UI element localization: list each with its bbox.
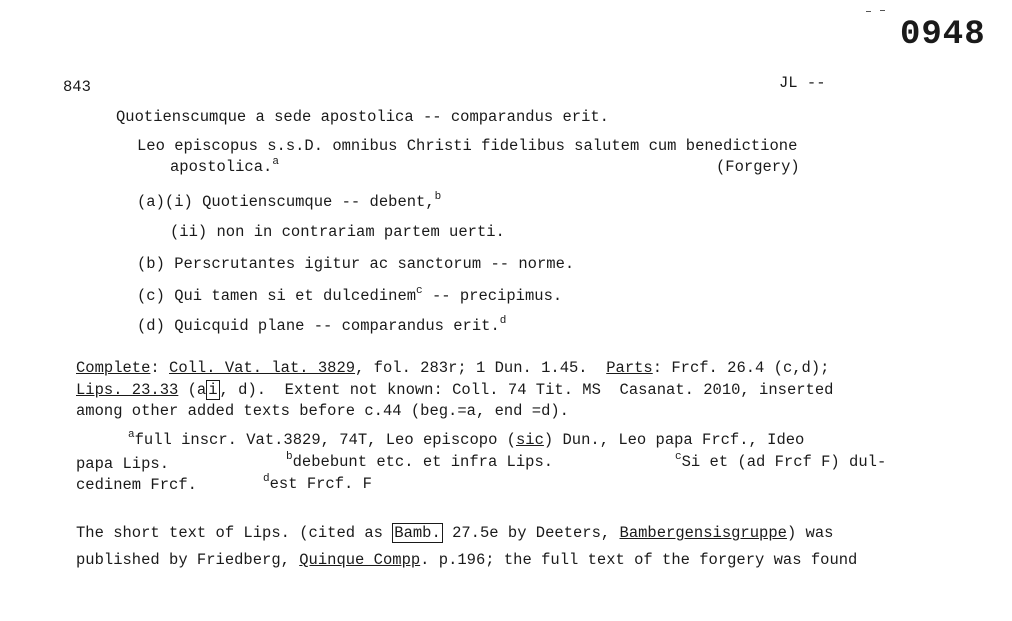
sources-line-1: Complete: Coll. Vat. lat. 3829, fol. 283r; 1 Dun. 1.45. Parts: Frcf. 26.4 (c,d); — [76, 359, 830, 377]
apparatus-line-2a: papa Lips. — [76, 455, 170, 473]
section-a-ii: (ii) non in contrariam partem uerti. — [170, 223, 505, 241]
record-number: 0948 — [900, 16, 986, 54]
entry-number: 843 — [63, 78, 91, 96]
sources-line-3: among other added texts before c.44 (beg.=a, end =d). — [76, 402, 569, 420]
sources-line-2: Lips. 23.33 (a i , d). Extent not known: Coll. 74 Tit. MS Casanat. 2010, inserted — [76, 381, 834, 399]
jl-reference: JL -- — [779, 74, 826, 92]
scan-mark — [880, 10, 885, 11]
section-c: (c) Qui tamen si et dulcedinem$^c$ -- precipimus. — [137, 285, 563, 305]
footnote-marker: a — [272, 156, 279, 168]
section-d: (d) Quicquid plane -- comparandus erit.$^d$ — [137, 315, 507, 335]
section-b: (b) Perscrutantes igitur ac sanctorum -- norme. — [137, 255, 575, 273]
footnote-marker: d — [499, 315, 507, 327]
commentary-line-1: The short text of Lips. (cited as Bamb. 27.5e by Deeters, Bambergensisgruppe) was — [76, 524, 834, 542]
apparatus-line-1: $^a$full inscr. Vat.3829, 74T, Leo episcopo (sic) Dun., Leo papa Frcf., Ideo — [128, 429, 805, 449]
footnote-marker: b — [434, 191, 442, 203]
apparatus-note-b: $^b$debebunt etc. et infra Lips. — [286, 451, 554, 471]
scan-mark — [866, 11, 871, 12]
apparatus-line-3a: cedinem Frcf. — [76, 476, 197, 494]
inscription-line-2: apostolica.$^a$ — [170, 156, 279, 176]
section-a-i: (a)(i) Quotienscumque -- debent,$^b$ — [137, 191, 442, 211]
incipit-title: Quotienscumque a sede apostolica -- comparandus erit. — [116, 108, 609, 126]
inscription-line-1: Leo episcopus s.s.D. omnibus Christi fidelibus salutem cum benedictione — [137, 137, 798, 155]
footnote-marker: c — [416, 285, 423, 297]
forgery-note: (Forgery) — [716, 158, 800, 176]
commentary-line-2: published by Friedberg, Quinque Compp. p.196; the full text of the forgery was found — [76, 551, 858, 569]
apparatus-note-c: $^c$Si et (ad Frcf F) dul- — [675, 451, 887, 471]
apparatus-note-d: $^d$est Frcf. F — [263, 473, 372, 493]
